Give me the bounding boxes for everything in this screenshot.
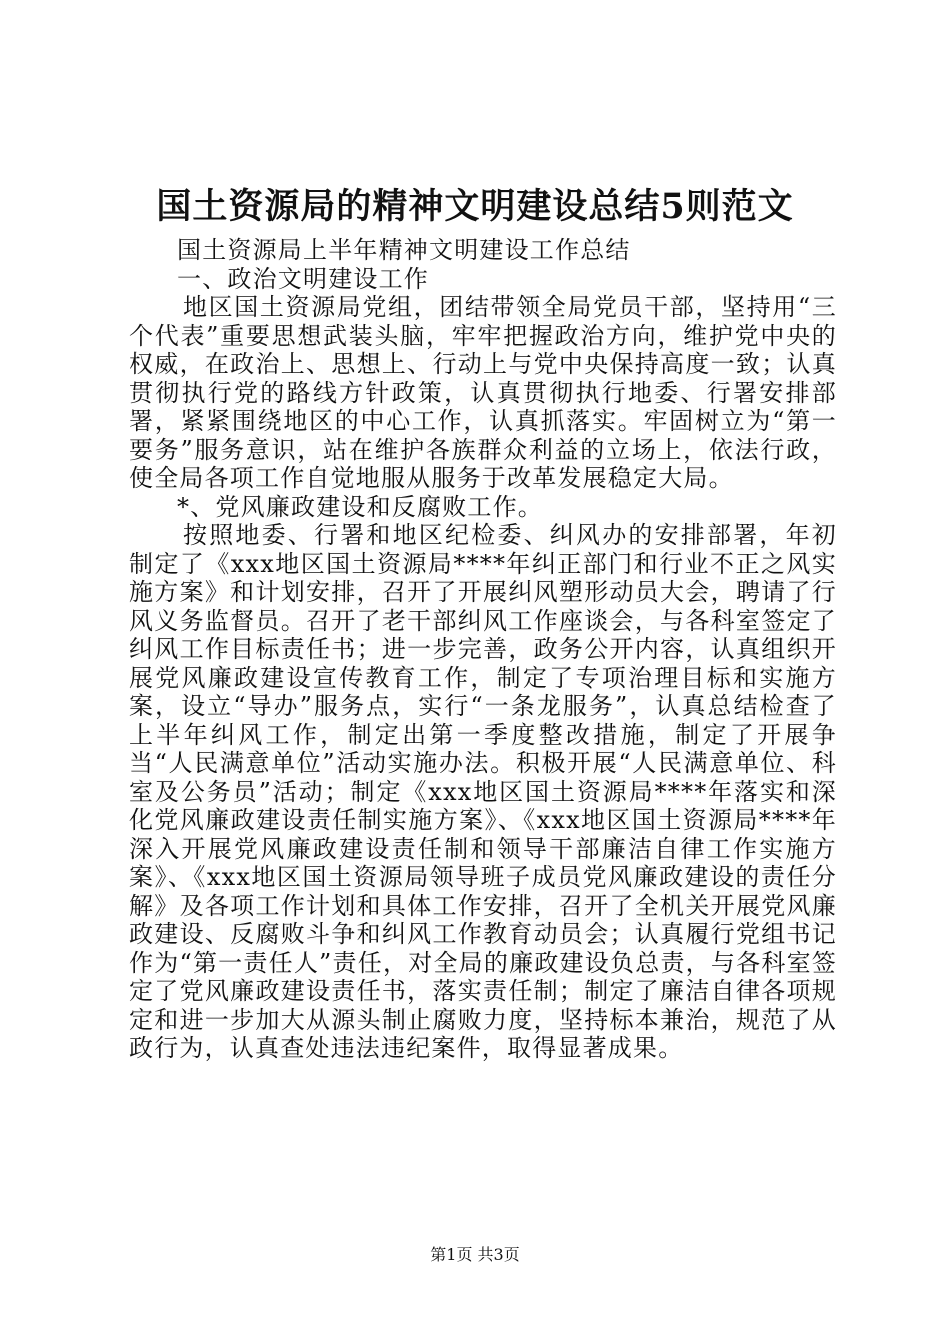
document-title: 国土资源局的精神文明建设总结5则范文	[156, 186, 794, 227]
page-indicator: 第1页 共3页	[430, 1245, 520, 1264]
section-paragraph-political: 地区国土资源局党组，团结带领全局党员干部，坚持用“三个代表”重要思想武装头脑，牢牢把握政治方向，维护党中央的权威，在政治上、思想上、行动上与党中央保持高度一致；认真贯彻执行党的路线方针政策，认真贯彻执行地委、行署安排部署，紧紧围绕地区的中心工作，认真抓落实。牢固树立为“第一要务”服务意识，站在维护各族群众利益的立场上，依法行政，使全局各项工作自觉地服从服务于改革发展稳定大局。	[129, 293, 837, 492]
document-subtitle: 国土资源局上半年精神文明建设工作总结	[177, 236, 631, 264]
page-footer	[0, 1245, 950, 1265]
section-paragraph-anticorruption: 按照地委、行署和地区纪检委、纠风办的安排部署，年初制定了《xxx地区国土资源局****年纠正部门和行业不正之风实施方案》和计划安排，召开了开展纠风塑形动员大会，聘请了行风义务监督员。召开了老干部纠风工作座谈会，与各科室签定了纠风工作目标责任书；进一步完善，政务公开内容，认真组织开展党风廉政建设宣传教育工作，制定了专项治理目标和实施方案，设立“导办”服务点，实行“一条龙服务”，认真总结检查了上半年纠风工作，制定出第一季度整改措施，制定了开展争当“人民满意单位”活动实施办法。积极开展“人民满意单位、科室及公务员”活动；制定《xxx地区国土资源局****年落实和深化党风廉政建设责任制实施方案》、《xxx地区国土资源局****年深入开展党风廉政建设责任制和领导干部廉洁自律工作实施方案》、《xxx地区国土资源局领导班子成员党风廉政建设的责任分解》及各项工作计划和具体工作安排，召开了全机关开展党风廉政建设、反腐败斗争和纠风工作教育动员会；认真履行党组书记作为“第一责任人”责任，对全局的廉政建设负总责，与各科室签定了党风廉政建设责任书，落实责任制；制定了廉洁自律各项规定和进一步加大从源头制止腐败力度，坚持标本兼治，规范了从政行为，认真查处违法违纪案件，取得显著成果。	[129, 521, 837, 1062]
document-body	[129, 236, 837, 1063]
section-heading-political: 一、政治文明建设工作	[177, 264, 429, 293]
section-heading-anticorruption: *、党风廉政建设和反腐败工作。	[177, 492, 543, 521]
